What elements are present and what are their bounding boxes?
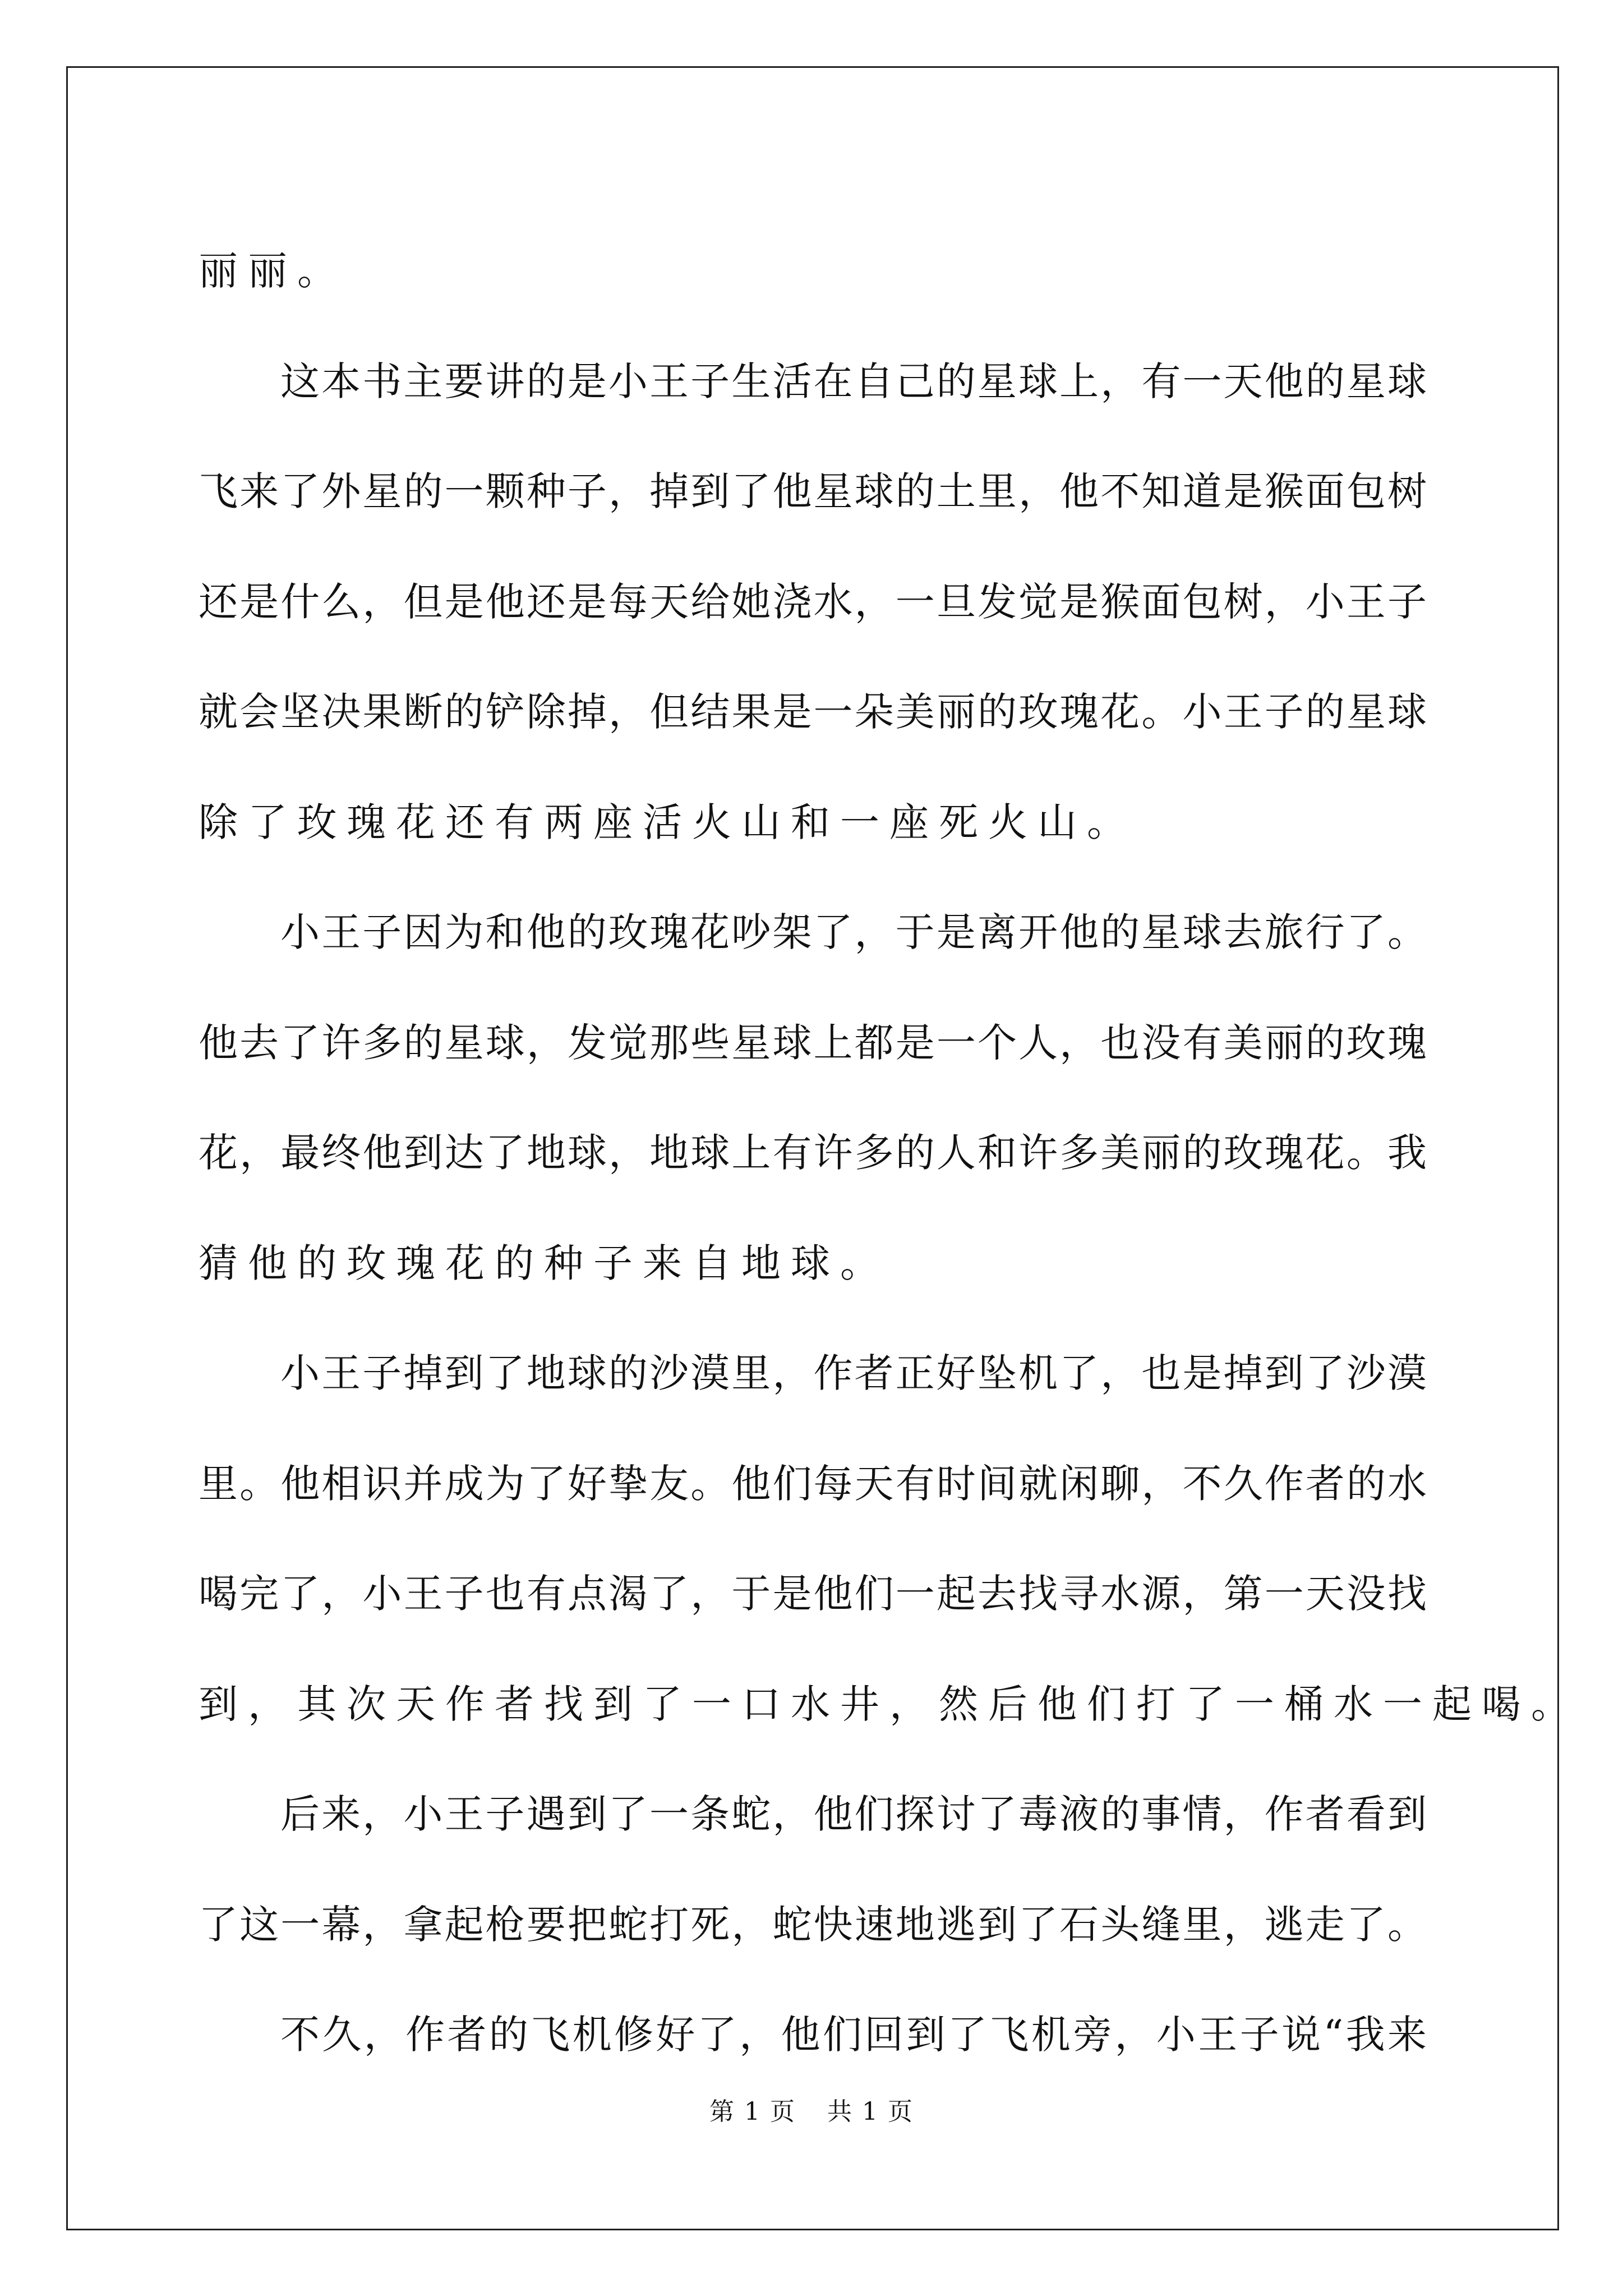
paragraph-first-line: 这本书主要讲的是小王子生活在自己的星球上，有一天他的星球 <box>280 358 1427 404</box>
paragraph-line: 还是什么，但是他还是每天给她浇水，一旦发觉是猴面包树，小王子 <box>199 578 1427 625</box>
page-footer <box>0 2095 1623 2129</box>
paragraph-line: 飞来了外星的一颗种子，掉到了他星球的土里，他不知道是猴面包树 <box>199 468 1427 514</box>
paragraph-line: 花，最终他到达了地球，地球上有许多的人和许多美丽的玫瑰花。我 <box>199 1130 1427 1176</box>
paragraph-first-line: 小王子因为和他的玫瑰花吵架了，于是离开他的星球去旅行了。 <box>280 909 1427 955</box>
paragraph-line: 猜他的玫瑰花的种子来自地球。 <box>199 1240 889 1286</box>
paragraph-line: 就会坚决果断的铲除掉，但结果是一朵美丽的玫瑰花。小王子的星球 <box>199 689 1427 735</box>
paragraph-line: 里。他相识并成为了好挚友。他们每天有时间就闲聊，不久作者的水 <box>199 1460 1427 1507</box>
paragraph-line: 了这一幕，拿起枪要把蛇打死，蛇快速地逃到了石头缝里，逃走了。 <box>199 1901 1427 1948</box>
document-body <box>199 216 1580 2090</box>
paragraph-line: 他去了许多的星球，发觉那些星球上都是一个人，也没有美丽的玫瑰 <box>199 1019 1427 1066</box>
paragraph-line: 喝完了，小王子也有点渴了，于是他们一起去找寻水源，第一天没找 <box>199 1571 1427 1617</box>
total-pages: 共 1 页 <box>827 2097 914 2126</box>
paragraph-line: 除了玫瑰花还有两座活火山和一座死火山。 <box>199 799 1136 845</box>
paragraph-line: 到，其次天作者找到了一口水井，然后他们打了一桶水一起喝。 <box>199 1681 1580 1727</box>
page-number: 第 1 页 <box>709 2097 796 2126</box>
paragraph-first-line: 不久，作者的飞机修好了，他们回到了飞机旁，小王子说“我来 <box>280 2012 1427 2058</box>
paragraph-first-line: 小王子掉到了地球的沙漠里，作者正好坠机了，也是掉到了沙漠 <box>280 1350 1427 1396</box>
paragraph-line: 丽丽。 <box>199 248 347 294</box>
paragraph-first-line: 后来，小王子遇到了一条蛇，他们探讨了毒液的事情，作者看到 <box>280 1791 1427 1837</box>
